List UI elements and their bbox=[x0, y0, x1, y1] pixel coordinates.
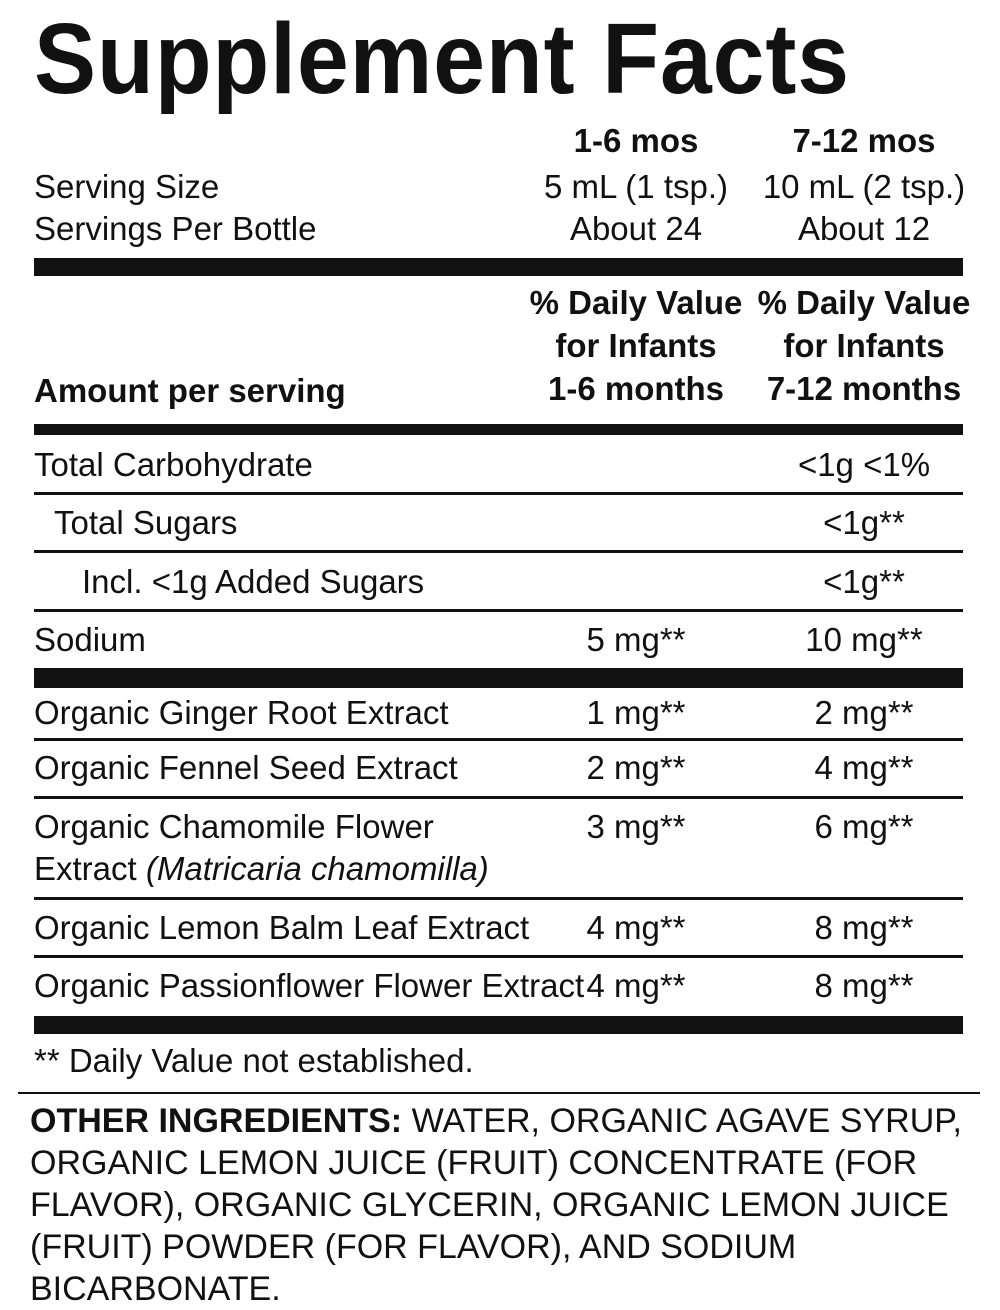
ingredient-value-7-12: 4 mg** bbox=[814, 749, 914, 786]
row-divider bbox=[34, 796, 963, 799]
ingredient-value-1-6: 1 mg** bbox=[586, 694, 686, 731]
other-ingredients-text: WATER, ORGANIC AGAVE SYRUP, ORGANIC LEMON JUICE (FRUIT) CONCENTRATE (FOR FLAVOR), ORGANIC GLYCERIN, ORGANIC LEMON JUICE (FRUIT) POWDER (FOR FLAVOR), AND SODIUM BICARBONATE. bbox=[30, 1102, 962, 1308]
ingredient-name: Organic Fennel Seed Extract bbox=[34, 749, 458, 786]
ingredient-value-1-6: 2 mg** bbox=[586, 749, 686, 786]
other-ingredients bbox=[30, 1100, 970, 1310]
nutrient-name: Incl. <1g Added Sugars bbox=[82, 563, 425, 600]
footnote: ** Daily Value not established. bbox=[34, 1042, 474, 1079]
ingredient-name-line2 bbox=[34, 850, 489, 888]
dv-header-1-6-line1: % Daily Value bbox=[529, 284, 743, 321]
ingredient-value-1-6: 4 mg** bbox=[586, 909, 686, 946]
servings-per-bottle-7-12: About 12 bbox=[797, 210, 931, 247]
ingredient-name-line2-text: Extract bbox=[34, 850, 137, 887]
panel-bottom-border bbox=[18, 1092, 980, 1094]
row-divider bbox=[34, 492, 963, 495]
row-divider bbox=[34, 738, 963, 741]
column-header-1-6-mos: 1-6 mos bbox=[573, 122, 699, 159]
nutrient-name: Total Carbohydrate bbox=[34, 446, 313, 483]
serving-size-label: Serving Size bbox=[34, 168, 220, 205]
thick-divider bbox=[34, 668, 963, 688]
medium-divider bbox=[34, 424, 963, 435]
other-ingredients-label: OTHER INGREDIENTS: bbox=[30, 1102, 403, 1140]
ingredient-name: Organic Lemon Balm Leaf Extract bbox=[34, 909, 530, 946]
serving-size-1-6: 5 mL (1 tsp.) bbox=[544, 168, 728, 205]
servings-per-bottle-1-6: About 24 bbox=[569, 210, 703, 247]
nutrient-name: Sodium bbox=[34, 621, 146, 658]
ingredient-name: Organic Ginger Root Extract bbox=[34, 694, 449, 731]
nutrient-value-7-12: 10 mg** bbox=[805, 621, 923, 658]
nutrient-value-7-12: <1g** bbox=[823, 563, 905, 600]
row-divider bbox=[34, 609, 963, 612]
dv-header-7-12-line3: 7-12 months bbox=[766, 370, 962, 407]
column-header-7-12-mos: 7-12 mos bbox=[792, 122, 936, 159]
ingredient-value-1-6: 4 mg** bbox=[586, 967, 686, 1004]
row-divider bbox=[34, 550, 963, 553]
ingredient-name: Organic Chamomile Flower bbox=[34, 808, 434, 845]
thick-divider bbox=[34, 1016, 963, 1034]
ingredient-value-7-12: 6 mg** bbox=[814, 808, 914, 845]
dv-header-7-12-line1: % Daily Value bbox=[757, 284, 971, 321]
amount-per-serving-label: Amount per serving bbox=[34, 372, 346, 409]
ingredient-value-7-12: 8 mg** bbox=[814, 909, 914, 946]
nutrient-value-7-12: <1g** bbox=[823, 504, 905, 541]
nutrient-value-1-6: 5 mg** bbox=[586, 621, 686, 658]
serving-size-7-12: 10 mL (2 tsp.) bbox=[762, 168, 966, 205]
row-divider bbox=[34, 897, 963, 900]
servings-per-bottle-label: Servings Per Bottle bbox=[34, 210, 317, 247]
ingredient-name: Organic Passionflower Flower Extract bbox=[34, 967, 585, 1004]
ingredient-value-7-12: 2 mg** bbox=[814, 694, 914, 731]
ingredient-botanical-name: (Matricaria chamomilla) bbox=[145, 850, 489, 887]
page-title: Supplement Facts bbox=[34, 3, 850, 115]
ingredient-value-7-12: 8 mg** bbox=[814, 967, 914, 1004]
nutrient-name: Total Sugars bbox=[54, 504, 238, 541]
ingredient-value-1-6: 3 mg** bbox=[586, 808, 686, 845]
nutrient-value-7-12: <1g <1% bbox=[797, 446, 931, 483]
thick-divider bbox=[34, 258, 963, 276]
row-divider bbox=[34, 955, 963, 958]
dv-header-1-6-line3: 1-6 months bbox=[547, 370, 725, 407]
dv-header-1-6-line2: for Infants bbox=[555, 327, 717, 364]
dv-header-7-12-line2: for Infants bbox=[783, 327, 945, 364]
